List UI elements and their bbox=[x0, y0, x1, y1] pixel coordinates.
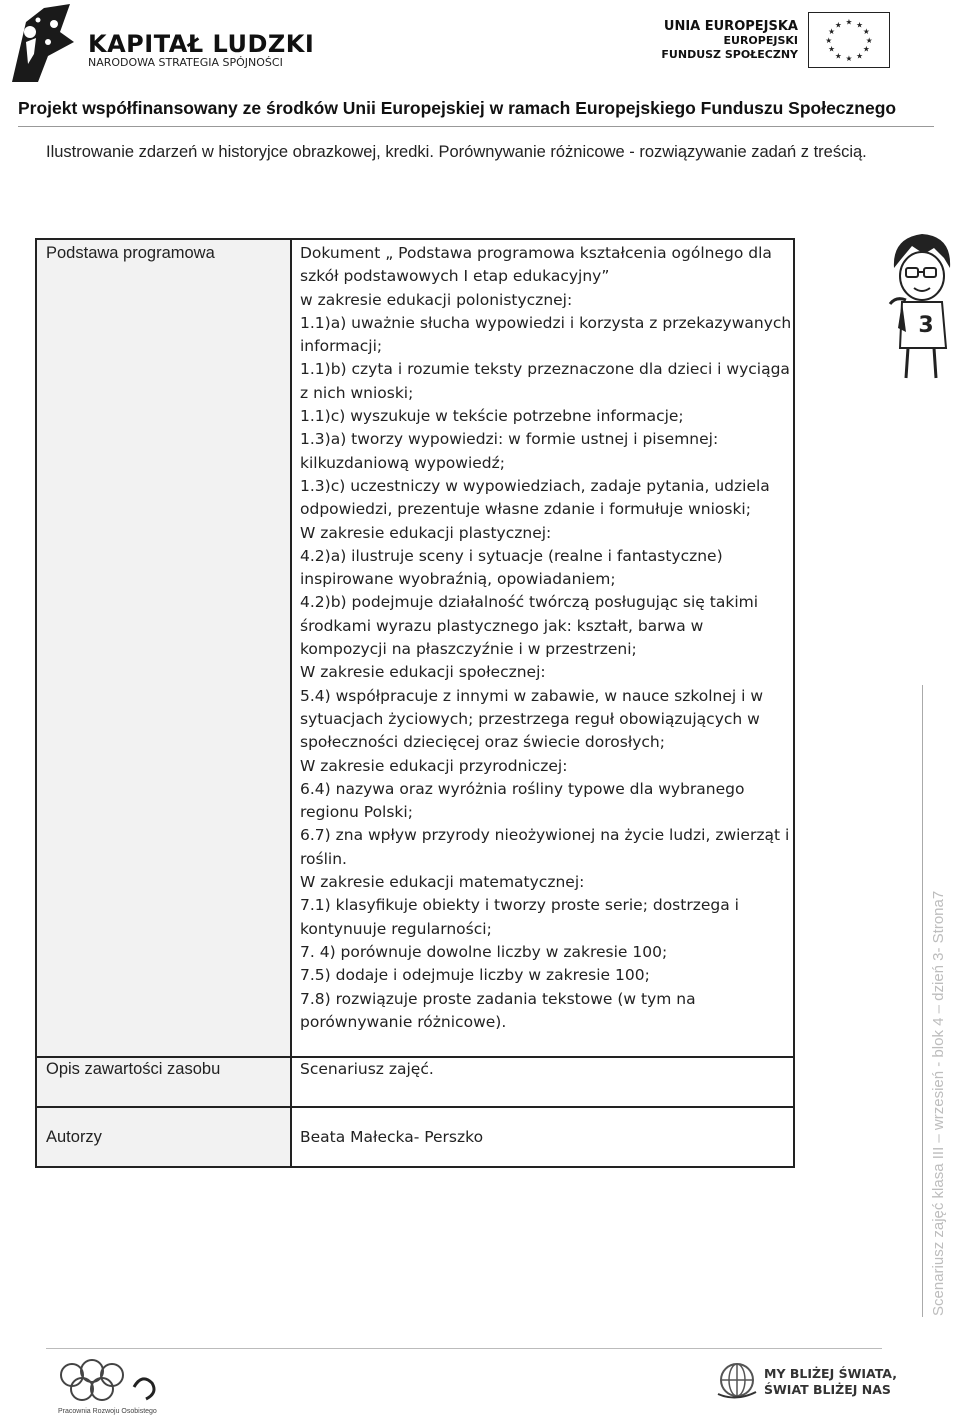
eu-flag-icon bbox=[808, 12, 890, 68]
content-line: 4.2)a) ilustruje sceny i sytuacje (realne i fantastyczne) bbox=[300, 546, 723, 565]
ue-line-1: UNIA EUROPEJSKA bbox=[663, 19, 798, 34]
kapital-ludzki-title: KAPITAŁ LUDZKI bbox=[88, 30, 315, 58]
label-opis-zawartosci: Opis zawartości zasobu bbox=[46, 1060, 221, 1078]
content-line: 1.1)c) wyszukuje w tekście potrzebne informacje; bbox=[300, 407, 684, 426]
side-footer-text: Scenariusz zajęć klasa III – wrzesień - blok 4 – dzień 3- Strona7 bbox=[930, 890, 947, 1316]
mbs-line-2: ŚWIAT BLIŻEJ NAS bbox=[764, 1382, 891, 1397]
content-line: 1.1)a) uważnie słucha wypowiedzi i korzysta z przekazywanych bbox=[300, 313, 792, 332]
content-line: odpowiedzi, prezentuje własne zdanie i formułuje wnioski; bbox=[300, 500, 751, 519]
mascot-class-3-icon bbox=[884, 228, 960, 383]
content-line: W zakresie edukacji plastycznej: bbox=[300, 523, 552, 542]
content-line: kontynuuje regularności; bbox=[300, 919, 492, 938]
content-line: kompozycji na płaszczyźnie i w przestrzeni; bbox=[300, 640, 637, 659]
content-line: Dokument „ Podstawa programowa kształcenia ogólnego dla bbox=[300, 244, 772, 262]
svg-text:★: ★ bbox=[825, 35, 833, 45]
mascot-number: 3 bbox=[918, 313, 934, 338]
self-caption: Pracownia Rozwoju Osobistego bbox=[58, 1408, 157, 1415]
my-blizej-swiata-logo bbox=[764, 1366, 897, 1398]
side-divider bbox=[922, 685, 923, 1317]
ue-line-3: FUNDUSZ SPOŁECZNY bbox=[661, 48, 798, 61]
svg-text:★: ★ bbox=[856, 20, 864, 30]
svg-text:★: ★ bbox=[862, 27, 870, 37]
content-line: 1.3)a) tworzy wypowiedzi: w formie ustnej i pisemnej: bbox=[300, 430, 719, 449]
label-podstawa-programowa: Podstawa programowa bbox=[46, 244, 215, 262]
info-table bbox=[35, 238, 795, 1168]
intro-text: Ilustrowanie zdarzeń w historyjce obrazkowej, kredki. Porównywanie różnicowe - rozwiązywanie zadań z treścią. bbox=[46, 143, 867, 161]
label-column bbox=[37, 240, 290, 1166]
row-divider bbox=[37, 1106, 793, 1108]
project-cofinancing-line: Projekt współfinansowany ze środków Unii Europejskiej w ramach Europejskiego Funduszu Społecznego bbox=[18, 98, 897, 118]
column-divider bbox=[290, 240, 292, 1166]
content-line: regionu Polski; bbox=[300, 803, 413, 822]
svg-text:★: ★ bbox=[845, 54, 853, 64]
autorzy-value: Beata Małecka- Perszko bbox=[300, 1128, 484, 1146]
self-logo-icon bbox=[50, 1353, 170, 1415]
content-line: 7.5) dodaje i odejmuje liczby w zakresie 100; bbox=[300, 966, 650, 985]
content-line: 7. 4) porównuje dowolne liczby w zakresie 100; bbox=[300, 942, 668, 961]
content-line: informacji; bbox=[300, 337, 383, 356]
content-line: społeczności dziecięcej oraz świecie dorosłych; bbox=[300, 733, 665, 752]
content-line: W zakresie edukacji przyrodniczej: bbox=[300, 756, 568, 775]
content-line: szkół podstawowych I etap edukacyjny” bbox=[300, 267, 610, 286]
podstawa-programowa-content bbox=[300, 242, 792, 1034]
ue-label bbox=[661, 20, 798, 62]
content-line: z nich wnioski; bbox=[300, 383, 414, 402]
content-line: roślin. bbox=[300, 849, 347, 868]
content-line: 7.1) klasyfikuje obiekty i tworzy proste serie; dostrzega i bbox=[300, 896, 739, 915]
content-line: 6.4) nazywa oraz wyróżnia rośliny typowe dla wybranego bbox=[300, 779, 745, 798]
content-line: inspirowane wyobraźnią, opowiadaniem; bbox=[300, 570, 616, 589]
globe-icon bbox=[716, 1356, 758, 1402]
content-line: kilkuzdaniową wypowiedź; bbox=[300, 453, 505, 472]
content-line: sytuacjach życiowych; przestrzega reguł obowiązujących w bbox=[300, 709, 760, 728]
label-autorzy: Autorzy bbox=[46, 1128, 102, 1146]
opis-zawartosci-value: Scenariusz zajęć. bbox=[300, 1060, 434, 1078]
svg-text:★: ★ bbox=[845, 17, 853, 27]
ue-line-2: EUROPEJSKI bbox=[723, 34, 798, 47]
content-line: porównywanie różnicowe). bbox=[300, 1012, 507, 1031]
svg-text:★: ★ bbox=[828, 27, 836, 37]
svg-text:★: ★ bbox=[856, 51, 864, 61]
content-line: środkami wyrazu plastycznego jak: kształt, barwa w bbox=[300, 616, 704, 635]
footer-divider bbox=[46, 1348, 882, 1349]
page-header bbox=[0, 0, 960, 130]
content-line: 4.2)b) podejmuje działalność twórczą posługując się takimi bbox=[300, 593, 759, 612]
content-line: W zakresie edukacji matematycznej: bbox=[300, 873, 585, 892]
content-line: 5.4) współpracuje z innymi w zabawie, w nauce szkolnej i w bbox=[300, 686, 764, 705]
mbs-line-1: MY BLIŻEJ ŚWIATA, bbox=[764, 1366, 897, 1381]
content-line: 7.8) rozwiązuje proste zadania tekstowe (w tym na bbox=[300, 989, 696, 1008]
svg-text:★: ★ bbox=[865, 35, 873, 45]
content-line: 1.1)b) czyta i rozumie teksty przeznaczone dla dzieci i wyciąga bbox=[300, 360, 790, 379]
kapital-ludzki-logo-icon bbox=[8, 2, 78, 84]
svg-text:★: ★ bbox=[834, 51, 842, 61]
svg-text:★: ★ bbox=[862, 44, 870, 54]
header-divider bbox=[18, 126, 934, 127]
content-line: 6.7) zna wpływ przyrody nieożywionej na życie ludzi, zwierząt i bbox=[300, 826, 790, 845]
content-line: 1.3)c) uczestniczy w wypowiedziach, zadaje pytania, udziela bbox=[300, 476, 770, 495]
svg-text:★: ★ bbox=[834, 20, 842, 30]
content-line: w zakresie edukacji polonistycznej: bbox=[300, 290, 573, 309]
content-line: W zakresie edukacji społecznej: bbox=[300, 663, 546, 682]
kapital-ludzki-subtitle: NARODOWA STRATEGIA SPÓJNOŚCI bbox=[88, 56, 283, 69]
svg-text:★: ★ bbox=[828, 44, 836, 54]
